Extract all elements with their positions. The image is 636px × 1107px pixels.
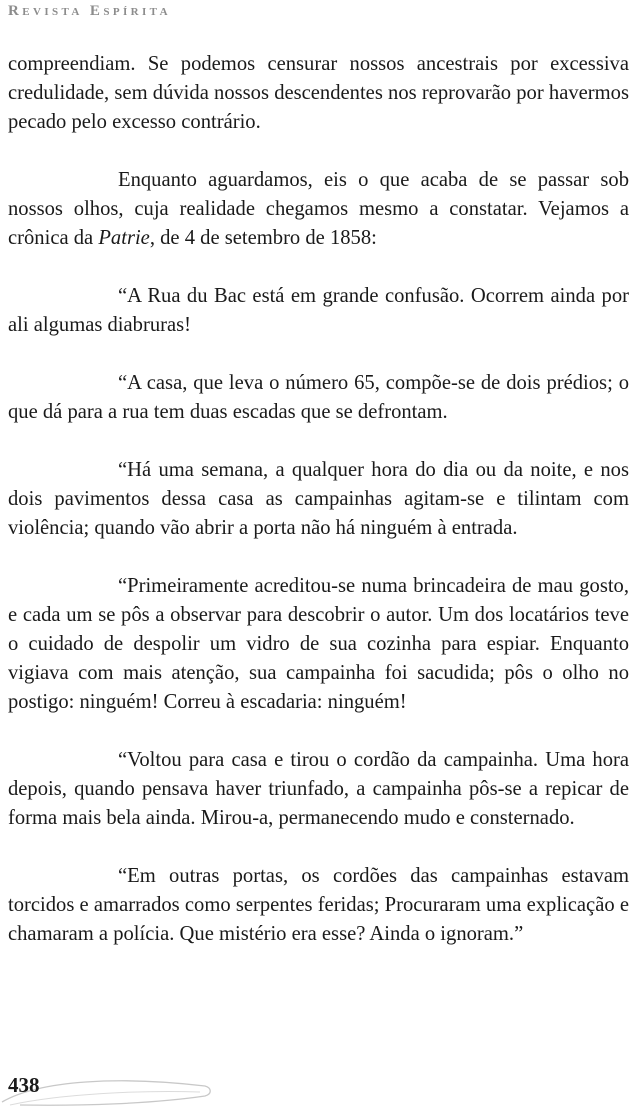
body-text bbox=[8, 50, 629, 978]
paragraph-3: “A Rua du Bac está em grande confusão. Ocorrem ainda por ali algumas diabruras! bbox=[8, 285, 629, 336]
paragraph-8: “Em outras portas, os cordões das campainhas estavam torcidos e amarrados como serpentes feridas; Procuraram uma explicação e chamaram a polícia. Que mistério era esse? Ainda o ignoram.” bbox=[8, 865, 629, 945]
paragraph-7: “Voltou para casa e tirou o cordão da campainha. Uma hora depois, quando pensava haver triunfado, a campainha pôs-se a repicar de forma mais bela ainda. Mirou-a, permanecendo mudo e consternado. bbox=[8, 749, 629, 829]
newspaper-title: Patrie bbox=[98, 227, 150, 249]
paragraph-5: “Há uma semana, a qualquer hora do dia ou da noite, e nos dois pavimentos dessa casa as campainhas agitam-se e tilintam com violência; quando vão abrir a porta não há ninguém à entrada. bbox=[8, 459, 629, 539]
paragraph-2-post: , de 4 de setembro de 1858: bbox=[149, 227, 377, 249]
running-header: Revista Espírita bbox=[8, 3, 171, 19]
paragraph-1: compreendiam. Se podemos censurar nossos ancestrais por excessiva credulidade, sem dúvida nossos descendentes nos reprovarão por havermos pecado pelo excesso contrário. bbox=[8, 53, 629, 133]
paragraph-2 bbox=[8, 166, 629, 253]
paragraph-4: “A casa, que leva o número 65, compõe-se de dois prédios; o que dá para a rua tem duas escadas que se defrontam. bbox=[8, 372, 629, 423]
paragraph-6: “Primeiramente acreditou-se numa brincadeira de mau gosto, e cada um se pôs a observar para descobrir o autor. Um dos locatários teve o cuidado de despolir um vidro de sua cozinha para espiar. Enquanto vigiava com mais atenção, sua campainha foi sacudida; pôs o olho no postigo: ninguém! Correu à escadaria: ninguém! bbox=[8, 575, 629, 713]
paragraph-2-pre: Enquanto aguardamos, eis o que acaba de se passar sob nossos olhos, cuja realidade chegamos mesmo a constatar. Vejamos a crônica da bbox=[8, 169, 629, 249]
page-number: 438 bbox=[8, 1073, 40, 1097]
